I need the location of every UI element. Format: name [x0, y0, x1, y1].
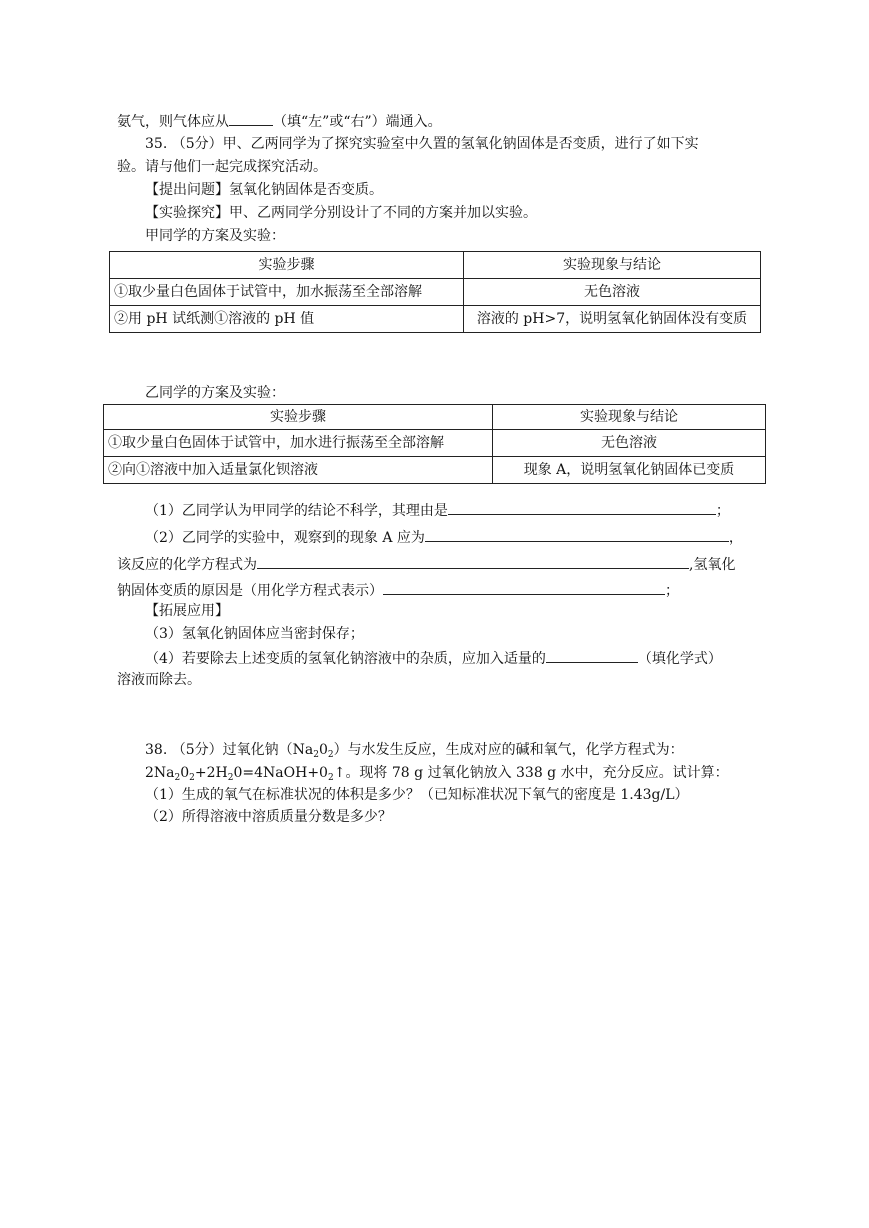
q35-cause-blank[interactable]: [383, 580, 665, 595]
q35-explore: 【实验探究】甲、乙两同学分别设计了不同的方案并加以实验。: [145, 205, 537, 221]
q35-sub2b-end: ,氢氧化: [689, 557, 736, 573]
q35-expand: 【拓展应用】: [145, 603, 229, 619]
q35-yi-intro: 乙同学的方案及实验：: [145, 385, 285, 401]
table-header-row: [110, 252, 761, 279]
subscript: 2: [189, 773, 195, 783]
table-cell: 溶液的 pH>7，说明氢氧化钠固体没有变质: [464, 306, 761, 333]
equation-part: 0=4NaOH+0: [233, 765, 328, 781]
table-header-row: [104, 405, 766, 430]
q35-sub4-blank[interactable]: [546, 648, 638, 663]
table-cell: 现象 A，说明氢氧化钠固体已变质: [493, 457, 766, 484]
q35-sub1-blank[interactable]: [448, 500, 716, 515]
q35-sub4-text: （4）若要除去上述变质的氢氧化钠溶液中的杂质，应加入适量的: [145, 651, 546, 667]
q35-sub1-line: [145, 500, 730, 520]
q38-line1-part: 0: [318, 742, 328, 758]
table-cell: ①取少量白色固体于试管中，加水进行振荡至全部溶解: [104, 430, 493, 457]
table-cell: 无色溶液: [464, 279, 761, 306]
q35-sub1-text: （1）乙同学认为甲同学的结论不科学，其理由是: [145, 503, 448, 519]
equation-part: 0: [180, 765, 190, 781]
subscript: 2: [227, 773, 234, 783]
table-row: [110, 306, 761, 333]
q38-equation-line: [145, 764, 729, 782]
q35-sub3: （3）氢氧化钠固体应当密封保存；: [145, 626, 364, 642]
q35-sub2c-text: 钠固体变质的原因是（用化学方程式表示）: [117, 583, 383, 599]
table-header-cell: 实验现象与结论: [493, 405, 766, 430]
q35-sub2b-text: 该反应的化学方程式为: [117, 557, 257, 573]
equation-part: 2Na: [145, 765, 175, 781]
table-cell: ①取少量白色固体于试管中，加水振荡至全部溶解: [110, 279, 464, 306]
jia-table: [109, 251, 761, 333]
table-header-cell: 实验步骤: [110, 252, 464, 279]
q35-sub2c-end: ；: [665, 583, 679, 599]
q35-sub2c-line: [117, 580, 679, 600]
subscript: 2: [313, 750, 319, 760]
q35-sub2-end: ，: [728, 530, 743, 546]
q38-sub1: （1）生成的氧气在标准状况的体积是多少？（已知标准状况下氧气的密度是 1.43g/L）: [145, 787, 689, 803]
q35-sub2b-line: [117, 554, 735, 574]
table-cell: 无色溶液: [493, 430, 766, 457]
q35-line2: 验。请与他们一起完成探究活动。: [117, 159, 327, 175]
table-header-cell: 实验现象与结论: [464, 252, 761, 279]
table-cell: ②向①溶液中加入适量氯化钡溶液: [104, 457, 493, 484]
equation-part: +2H: [194, 765, 228, 781]
subscript: 2: [327, 773, 334, 783]
q35-sub4-end: （填化学式）: [637, 651, 722, 667]
q35-line1: 35. （5分）甲、乙两同学为了探究实验室中久置的氢氧化钠固体是否变质，进行了如下实: [145, 136, 699, 152]
q38-equation-rest: 。现将 78 g 过氧化钠放入 338 g 水中，充分反应。试计算：: [345, 765, 729, 781]
q34-tail-line: [117, 111, 442, 131]
q35-equation-blank[interactable]: [257, 554, 689, 569]
subscript: 2: [174, 773, 181, 783]
table-row: [104, 430, 766, 457]
yi-table: [103, 404, 766, 484]
q35-sub2-text: （2）乙同学的实验中，观察到的现象 A 应为: [145, 530, 425, 546]
table-cell: ②用 pH 试纸测①溶液的 pH 值: [110, 306, 464, 333]
q35-jia-intro: 甲同学的方案及实验：: [145, 228, 285, 244]
arrow-up-icon: ↑: [333, 765, 346, 781]
q38-line1-part: ）与水发生反应，生成对应的碱和氧气，化学方程式为：: [333, 742, 684, 758]
table-row: [104, 457, 766, 484]
table-header-cell: 实验步骤: [104, 405, 493, 430]
q38-sub2: （2）所得溶液中溶质质量分数是多少？: [145, 809, 392, 825]
q35-question: 【提出问题】氢氧化钠固体是否变质。: [145, 182, 383, 198]
q34-tail-hint: （填“左”或“右”）端通入。: [273, 114, 442, 130]
q35-sub4b: 溶液而除去。: [117, 672, 201, 688]
q35-sub1-end: ；: [715, 503, 730, 519]
table-row: [110, 279, 761, 306]
q38-line1-part: 38. （5分）过氧化钠（Na: [145, 742, 314, 758]
q35-sub2-line: [145, 527, 743, 547]
q34-tail-text: 氨气，则气体应从: [117, 114, 229, 130]
q35-sub2-blank[interactable]: [425, 527, 729, 542]
q38-line1: [145, 741, 684, 759]
q34-answer-blank[interactable]: [229, 111, 273, 126]
q35-sub4-line: [145, 648, 722, 668]
subscript: 2: [327, 750, 334, 760]
